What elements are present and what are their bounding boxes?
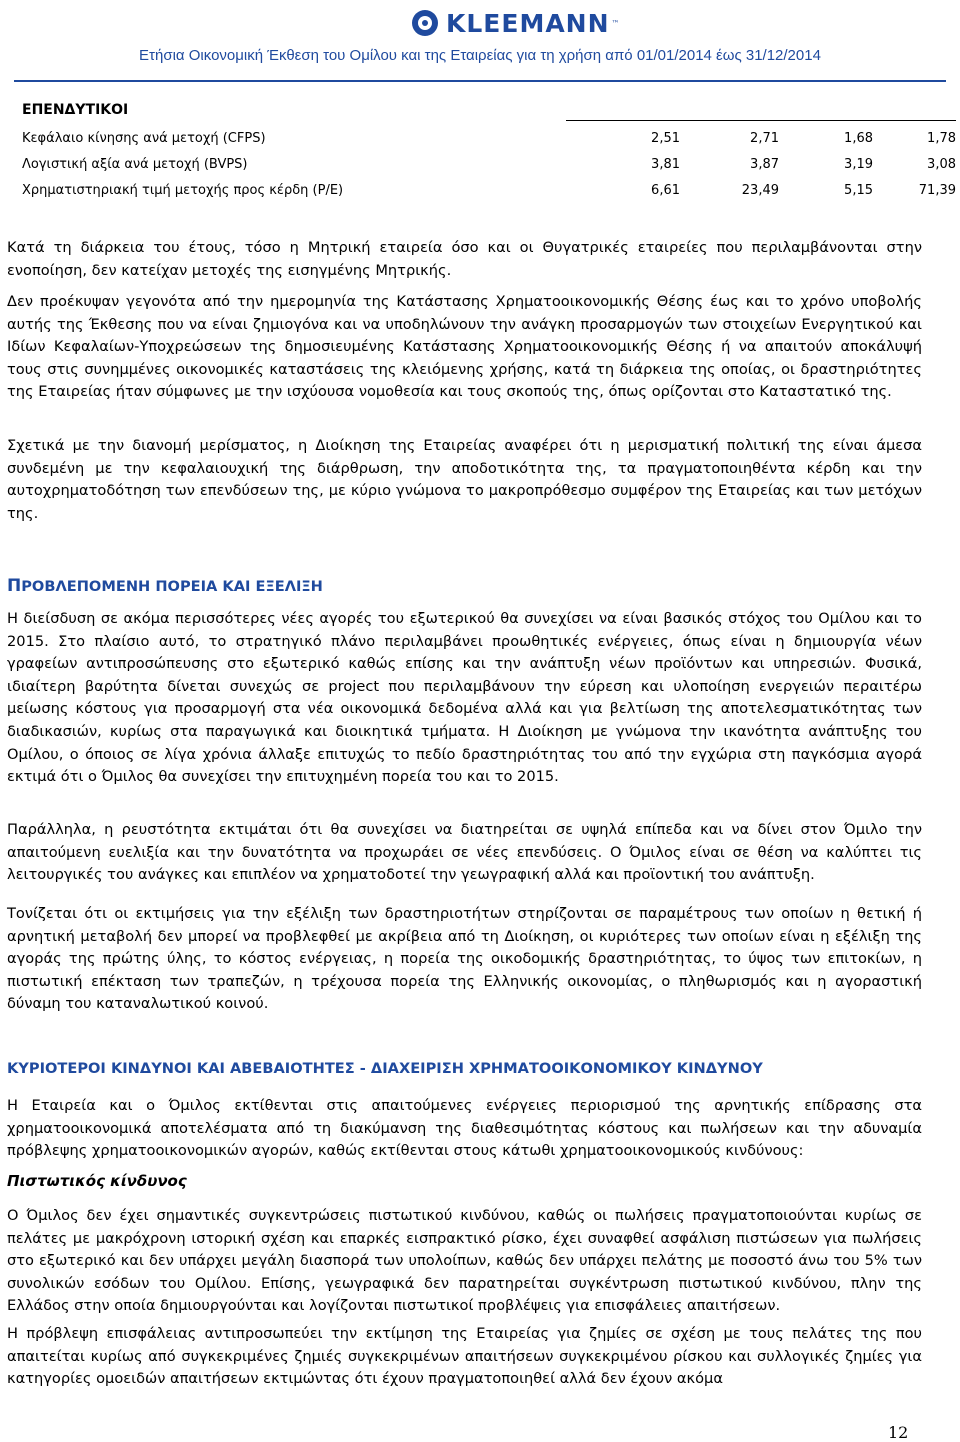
paragraph-text: Τονίζεται ότι οι εκτιμήσεις για την εξέλιξη των δραστηριοτήτων στηρίζονται σε παραμέτρους των οποίων η θετική ή αρνητική μεταβολή δεν μπορεί να προβλεφθεί με ακρίβεια από τη Διοίκηση, οι κυριότερες των οποίων είναι η εξέλιξη της αγοράς της πρώτης ύλης, το κόστος ενέργειας, η πορεία της οικοδομικής δραστηριότητας, το ύψος των επιτοκίων, η πιστωτική επέκταση των τραπεζών, η τρέχουσα πορεία της Ελληνικής οικονομίας, ο πληθωρισμός και η αγοραστική δύναμη του καταναλωτικού κοινού. [7, 905, 922, 1013]
paragraph-text: Η πρόβλεψη επισφάλειας αντιπροσωπεύει την εκτίμηση της Εταιρείας για ζημίες σε σχέση με τους πελάτες της που απαιτείται κυρίως από συγκεκριμένες ζημιές συγκεκριμένων απαιτήσεων συγκεκριμένου ρίσκου και συλλογικές ζημίες για κατηγορίες ομοειδών απαιτήσεων εκτιμώντας ότι έχουν πραγματοποιηθεί αλλά δεν έχουν ακόμα [7, 1325, 922, 1388]
cell-value: 5,15 [844, 183, 873, 198]
paragraph-treasury-shares-text [7, 237, 922, 282]
row-label: Χρηματιστηριακή τιμή μετοχής προς κέρδη (P/E) [22, 183, 344, 198]
section-heading-outlook [7, 576, 323, 596]
company-logo [412, 8, 620, 38]
cell-value: 3,81 [651, 157, 680, 172]
paragraph-text: Σχετικά με την διανομή μερίσματος, η Διοίκηση της Εταιρείας αναφέρει ότι η μερισματική πολιτική της είναι άμεσα συνδεμένη με την κεφαλαιουχική της διάρθρωση, την αποδοτικότητα της, τα πραγματοποιηθέντα κέρδη και την αυτοχρηματοδότηση των επενδύσεων της, με κύριο γνώμονα το μακροπρόθεσμο συμφέρον της Εταιρείας και των μετόχων της. [7, 437, 922, 522]
report-title: Ετήσια Οικονομική Έκθεση του Ομίλου και της Εταιρείας για τη χρήση από 01/01/2014 έως 31/12/2014 [139, 47, 821, 64]
page-number: 12 [888, 1423, 909, 1442]
cell-value: 3,19 [844, 157, 873, 172]
row-label: Κεφάλαιο κίνησης ανά μετοχή (CFPS) [22, 131, 266, 146]
cell-value: 6,61 [651, 183, 680, 198]
table-row [22, 183, 956, 203]
paragraph-text: Κατά τη διάρκεια του έτους, τόσο η Μητρική εταιρεία όσο και οι Θυγατρικές εταιρείες που περιλαμβάνονται στην ενοποίηση, δεν κατείχαν μετοχές της εισηγμένης Μητρικής. [7, 239, 922, 279]
cell-value: 23,49 [741, 183, 779, 198]
cell-value: 71,39 [918, 183, 956, 198]
paragraph-text: Παράλληλα, η ρευστότητα εκτιμάται ότι θα συνεχίσει να διατηρείται σε υψηλά επίπεδα και να δίνει στον Όμιλο την απαιτούμενη ευελιξία και την δυνατότητα να προχωράει σε νέες επενδύσεις. Ο Όμιλος είναι σε θέση να καλύπτει τις λειτουργικές του ανάγκες και επιπλέον να χρηματοδοτεί την γεωγραφική αλλά και προϊοντική του ανάπτυξη. [7, 821, 922, 884]
header-divider [14, 80, 946, 82]
section-heading-risks: ΚΥΡΙΟΤΕΡΟΙ ΚΙΝΔΥΝΟΙ ΚΑΙ ΑΒΕΒΑΙΟΤΗΤΕΣ - ΔΙΑΧΕΙΡΙΣΗ ΧΡΗΜΑΤΟΟΙΚΟΝΟΜΙΚΟΥ ΚΙΝΔΥΝΟΥ [7, 1060, 763, 1077]
logo-circle-icon [412, 10, 438, 36]
paragraph-text: Ο Όμιλος δεν έχει σημαντικές συγκεντρώσεις πιστωτικού κινδύνου, καθώς οι πωλήσεις πραγματοποιούνται κυρίως σε πελάτες με μακρόχρονη ιστορική σχέση και επαρκές εισπρακτικό ρίσκο, έχει συναφθεί ασφάλιση πιστώσεων για πωλήσεις στο εξωτερικό και δεν υπάρχει μεγάλη διασπορά των υπολοίπων, καθώς δεν υπάρχει πελάτης με ποσοστό άνω του 5% των συνολικών εσόδων του Ομίλου. Επίσης, γεωγραφικά δεν παρατηρείται συγκέντρωση πιστωτικού κινδύνου, πλην της Ελλάδος στην οποία δημιουργούνται και λογίζονται πιστωτικοί προβλέψεις για επισφάλειες απαιτήσεων. [7, 1207, 922, 1315]
table-header-rule [566, 120, 956, 121]
subheading-credit-risk: Πιστωτικός κίνδυνος [7, 1172, 187, 1190]
paragraph-text: Η διείσδυση σε ακόμα περισσότερες νέες αγορές του εξωτερικού θα συνεχίσει να είναι βασικός στόχος του Ομίλου και το 2015. Στο πλαίσιο αυτό, το στρατηγικό πλάνο περιλαμβάνει προωθητικές ενέργειες, όπως είναι η δημιουργία νέων γραφείων αντιπροσώπευσης στο εξωτερικό καθώς επίσης και την ανάπτυξη νέων προϊόντων και υπηρεσιών. Φυσικά, ιδιαίτερη βαρύτητα δίνεται συνεχώς σε project που περιλαμβάνουν την εύρεση και υλοποίηση ενεργειών περαιτέρω μείωσης κόστους για προσαρμογή στα νέα οικονομικά δεδομένα αλλά και για βελτίωση της αποτελεσματικότητας των διαδικασιών, κυρίως στα παραγωγικά και διοικητικά τμήματα. Η Διοίκηση με γνώμονα την ικανότητα ανάπτυξης του Ομίλου, ο όποιος σε λίγα χρόνια άλλαξε επιτυχώς το πεδίο δραστηριότητας του από την εγχώρια στη παγκόσμια αγορά εκτιμά ότι ο Όμιλος θα συνεχίσει την επιτυχημένη πορεία του και το 2015. [7, 610, 922, 786]
table-row [22, 131, 956, 151]
cell-value: 2,51 [651, 131, 680, 146]
cell-value: 3,08 [927, 157, 956, 172]
paragraph-dividend-policy [7, 435, 922, 525]
paragraph-doubtful-debts [7, 1323, 922, 1391]
paragraph-text: Δεν προέκυψαν γεγονότα από την ημερομηνία της Κατάστασης Χρηματοοικονομικής Θέσης έως και το χρόνο υποβολής αυτής της Έκθεσης που να είναι ζημιογόνα και να υποδηλώνουν την ανάγκη προσαρμογών των στοιχείων Ενεργητικού και Ιδίων Κεφαλαίων-Υποχρεώσεων της δημοσιευμένης Κατάστασης Χρηματοοικονομικής Θέσης ή να απαιτούν αποκάλυψή τους στις συνημμένες οικονομικές καταστάσεις της κλειόμενης χρήσης, κατά τη διάρκεια της οποίας, οι δραστηριότητες της Εταιρείας ήταν σύμφωνες με την ισχύουσα νομοθεσία και τους σκοπούς της, όπως ορίζονται στο Καταστατικό της. [7, 293, 922, 401]
heading-text: ΡΟΒΛΕΠΟΜΕΝΗ ΠΟΡΕΙΑ ΚΑΙ ΕΞΕΛΙΞΗ [21, 578, 323, 595]
cell-value: 1,68 [844, 131, 873, 146]
heading-initial: Π [7, 576, 22, 596]
paragraph-outlook [7, 608, 922, 789]
paragraph-risk-intro [7, 1095, 922, 1163]
cell-value: 3,87 [750, 157, 779, 172]
paragraph-assumptions [7, 903, 922, 1016]
cell-value: 2,71 [750, 131, 779, 146]
row-label: Λογιστική αξία ανά μετοχή (BVPS) [22, 157, 248, 172]
paragraph-subsequent-events [7, 291, 922, 404]
paragraph-text: Η Εταιρεία και ο Όμιλος εκτίθενται στις απαιτούμενες ενέργειες περιορισμού της αρνητικής επίδρασης στα χρηματοοικονομικά αποτελέσματα από τη διακύμανση της διαθεσιμότητας κόστους και πωλήσεων και την αδυναμία πρόβλεψης χρηματοοικονομικών αγορών, καθώς εκτίθενται στους κάτωθι χρηματοοικονομικούς κινδύνους: [7, 1097, 922, 1160]
ratios-section-title: ΕΠΕΝΔΥΤΙΚΟΙ [22, 102, 129, 118]
paragraph-credit-risk [7, 1205, 922, 1318]
logo-trademark: ™ [611, 18, 620, 28]
table-row [22, 157, 956, 177]
logo-text: KLEEMANN [446, 8, 610, 38]
cell-value: 1,78 [927, 131, 956, 146]
paragraph-liquidity [7, 819, 922, 887]
